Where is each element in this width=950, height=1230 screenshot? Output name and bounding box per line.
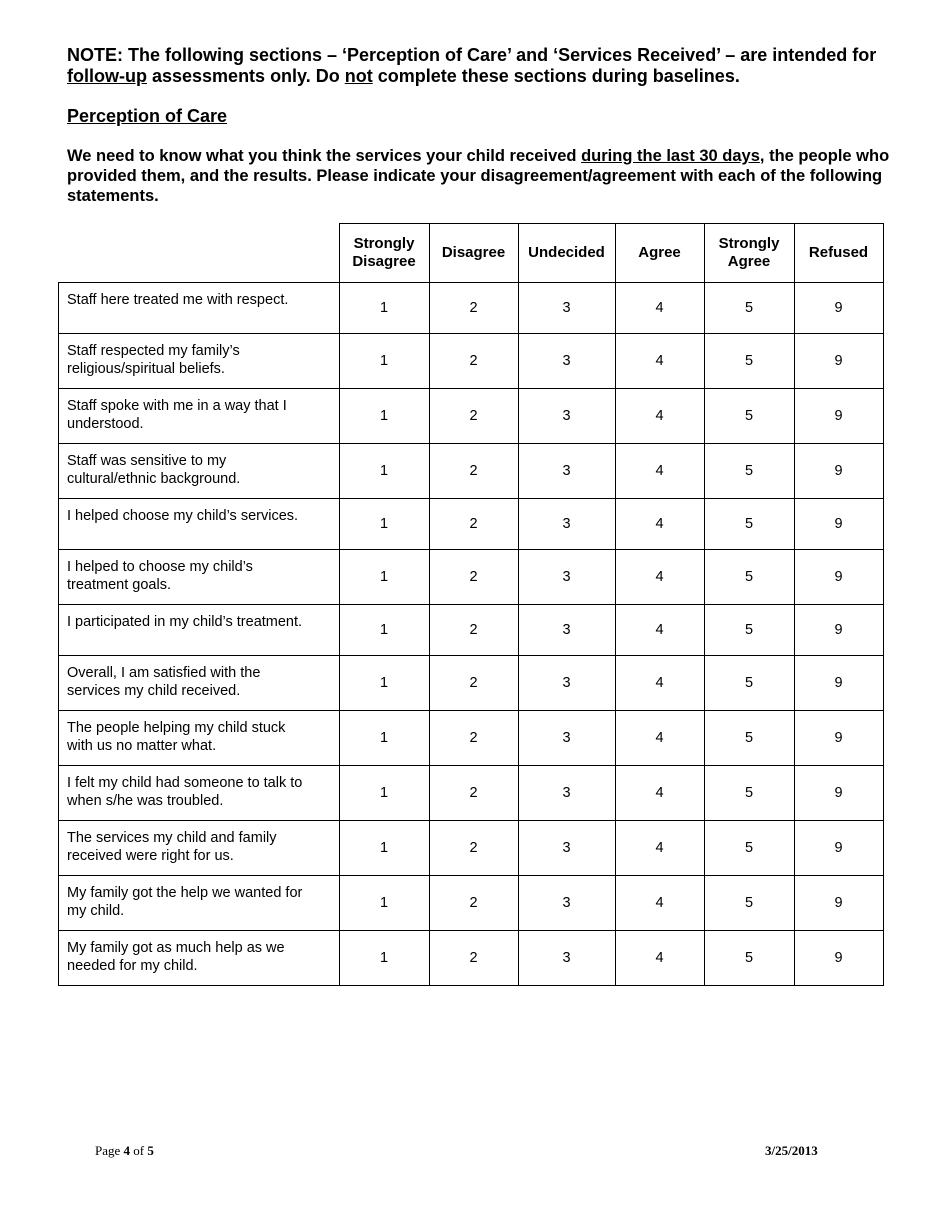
response-option[interactable]: 5 bbox=[704, 931, 794, 986]
table-row bbox=[59, 656, 884, 711]
response-option[interactable]: 1 bbox=[339, 876, 429, 931]
perception-of-care-table bbox=[58, 223, 884, 986]
response-option[interactable]: 2 bbox=[429, 444, 518, 499]
response-option[interactable]: 2 bbox=[429, 389, 518, 444]
response-option[interactable]: 3 bbox=[518, 656, 615, 711]
response-option[interactable]: 9 bbox=[794, 550, 883, 605]
response-option[interactable]: 1 bbox=[339, 334, 429, 389]
table-row bbox=[59, 550, 884, 605]
response-option[interactable]: 5 bbox=[704, 821, 794, 876]
response-option[interactable]: 5 bbox=[704, 766, 794, 821]
response-option[interactable]: 3 bbox=[518, 444, 615, 499]
table-row bbox=[59, 444, 884, 499]
response-option[interactable]: 9 bbox=[794, 821, 883, 876]
response-option[interactable]: 2 bbox=[429, 821, 518, 876]
response-option[interactable]: 2 bbox=[429, 711, 518, 766]
response-option[interactable]: 9 bbox=[794, 334, 883, 389]
column-header: Strongly Disagree bbox=[339, 224, 429, 283]
response-option[interactable]: 9 bbox=[794, 283, 883, 334]
table-row bbox=[59, 389, 884, 444]
statement-cell: Overall, I am satisfied with the services my child received. bbox=[59, 656, 340, 711]
response-option[interactable]: 1 bbox=[339, 656, 429, 711]
response-option[interactable]: 2 bbox=[429, 550, 518, 605]
response-option[interactable]: 4 bbox=[615, 876, 704, 931]
statement-cell: I helped choose my child’s services. bbox=[59, 499, 340, 550]
response-option[interactable]: 1 bbox=[339, 821, 429, 876]
table-row bbox=[59, 605, 884, 656]
response-option[interactable]: 9 bbox=[794, 499, 883, 550]
response-option[interactable]: 1 bbox=[339, 931, 429, 986]
response-option[interactable]: 3 bbox=[518, 931, 615, 986]
response-option[interactable]: 1 bbox=[339, 499, 429, 550]
response-option[interactable]: 2 bbox=[429, 283, 518, 334]
intro-instructions: We need to know what you think the services your child received during the last 30 days, the people who provided them, and the results. Please indicate your disagreement/agreement with each of the following statements. bbox=[67, 147, 890, 205]
response-option[interactable]: 3 bbox=[518, 334, 615, 389]
response-option[interactable]: 2 bbox=[429, 876, 518, 931]
statement-cell: The services my child and family received were right for us. bbox=[59, 821, 340, 876]
response-option[interactable]: 1 bbox=[339, 444, 429, 499]
response-option[interactable]: 3 bbox=[518, 283, 615, 334]
response-option[interactable]: 4 bbox=[615, 444, 704, 499]
response-option[interactable]: 9 bbox=[794, 444, 883, 499]
table-row bbox=[59, 931, 884, 986]
response-option[interactable]: 3 bbox=[518, 550, 615, 605]
column-header: Undecided bbox=[518, 224, 615, 283]
response-option[interactable]: 1 bbox=[339, 283, 429, 334]
response-option[interactable]: 9 bbox=[794, 931, 883, 986]
response-option[interactable]: 3 bbox=[518, 499, 615, 550]
table-row bbox=[59, 821, 884, 876]
response-option[interactable]: 9 bbox=[794, 766, 883, 821]
response-option[interactable]: 9 bbox=[794, 656, 883, 711]
statement-cell: I participated in my child’s treatment. bbox=[59, 605, 340, 656]
response-option[interactable]: 3 bbox=[518, 605, 615, 656]
response-option[interactable]: 5 bbox=[704, 444, 794, 499]
response-option[interactable]: 1 bbox=[339, 605, 429, 656]
response-option[interactable]: 4 bbox=[615, 334, 704, 389]
statement-cell: Staff was sensitive to my cultural/ethnic background. bbox=[59, 444, 340, 499]
response-option[interactable]: 5 bbox=[704, 389, 794, 444]
response-option[interactable]: 5 bbox=[704, 334, 794, 389]
response-option[interactable]: 5 bbox=[704, 499, 794, 550]
response-option[interactable]: 5 bbox=[704, 711, 794, 766]
response-option[interactable]: 2 bbox=[429, 931, 518, 986]
statement-cell: I helped to choose my child’s treatment goals. bbox=[59, 550, 340, 605]
response-option[interactable]: 4 bbox=[615, 499, 704, 550]
response-option[interactable]: 9 bbox=[794, 876, 883, 931]
section-title: Perception of Care bbox=[67, 106, 228, 126]
response-option[interactable]: 4 bbox=[615, 389, 704, 444]
column-header: Strongly Agree bbox=[704, 224, 794, 283]
table-header-row bbox=[59, 224, 884, 283]
statement-cell: I felt my child had someone to talk to when s/he was troubled. bbox=[59, 766, 340, 821]
statement-cell: My family got the help we wanted for my child. bbox=[59, 876, 340, 931]
response-option[interactable]: 1 bbox=[339, 389, 429, 444]
response-option[interactable]: 4 bbox=[615, 821, 704, 876]
response-option[interactable]: 5 bbox=[704, 876, 794, 931]
response-option[interactable]: 1 bbox=[339, 550, 429, 605]
response-option[interactable]: 4 bbox=[615, 550, 704, 605]
response-option[interactable]: 4 bbox=[615, 766, 704, 821]
statement-cell: My family got as much help as we needed for my child. bbox=[59, 931, 340, 986]
table-row bbox=[59, 334, 884, 389]
response-option[interactable]: 3 bbox=[518, 711, 615, 766]
header-blank-cell bbox=[59, 224, 340, 283]
column-header: Refused bbox=[794, 224, 883, 283]
table-row bbox=[59, 876, 884, 931]
response-option[interactable]: 4 bbox=[615, 605, 704, 656]
response-option[interactable]: 2 bbox=[429, 605, 518, 656]
response-option[interactable]: 1 bbox=[339, 711, 429, 766]
response-option[interactable]: 2 bbox=[429, 656, 518, 711]
statement-cell: Staff respected my family’s religious/spiritual beliefs. bbox=[59, 334, 340, 389]
response-option[interactable]: 5 bbox=[704, 656, 794, 711]
response-option[interactable]: 9 bbox=[794, 711, 883, 766]
response-option[interactable]: 4 bbox=[615, 283, 704, 334]
response-option[interactable]: 5 bbox=[704, 550, 794, 605]
table-row bbox=[59, 283, 884, 334]
response-option[interactable]: 4 bbox=[615, 656, 704, 711]
response-option[interactable]: 9 bbox=[794, 605, 883, 656]
response-option[interactable]: 2 bbox=[429, 334, 518, 389]
response-option[interactable]: 3 bbox=[518, 389, 615, 444]
followup-note: NOTE: The following sections – ‘Perception of Care’ and ‘Services Received’ – are intended for follow-up assessments only. Do not complete these sections during baselines. bbox=[67, 45, 877, 86]
response-option[interactable]: 3 bbox=[518, 821, 615, 876]
response-option[interactable]: 5 bbox=[704, 283, 794, 334]
table-row bbox=[59, 499, 884, 550]
response-option[interactable]: 4 bbox=[615, 931, 704, 986]
response-option[interactable]: 5 bbox=[704, 605, 794, 656]
response-option[interactable]: 3 bbox=[518, 876, 615, 931]
table-row bbox=[59, 766, 884, 821]
response-option[interactable]: 2 bbox=[429, 766, 518, 821]
response-option[interactable]: 4 bbox=[615, 711, 704, 766]
response-option[interactable]: 2 bbox=[429, 499, 518, 550]
statement-cell: Staff spoke with me in a way that I understood. bbox=[59, 389, 340, 444]
table-row bbox=[59, 711, 884, 766]
column-header: Disagree bbox=[429, 224, 518, 283]
statement-cell: Staff here treated me with respect. bbox=[59, 283, 340, 334]
column-header: Agree bbox=[615, 224, 704, 283]
response-option[interactable]: 3 bbox=[518, 766, 615, 821]
page-number: Page 4 of 5 bbox=[95, 1143, 154, 1158]
footer-date: 3/25/2013 bbox=[765, 1143, 818, 1158]
response-option[interactable]: 9 bbox=[794, 389, 883, 444]
response-option[interactable]: 1 bbox=[339, 766, 429, 821]
statement-cell: The people helping my child stuck with us no matter what. bbox=[59, 711, 340, 766]
